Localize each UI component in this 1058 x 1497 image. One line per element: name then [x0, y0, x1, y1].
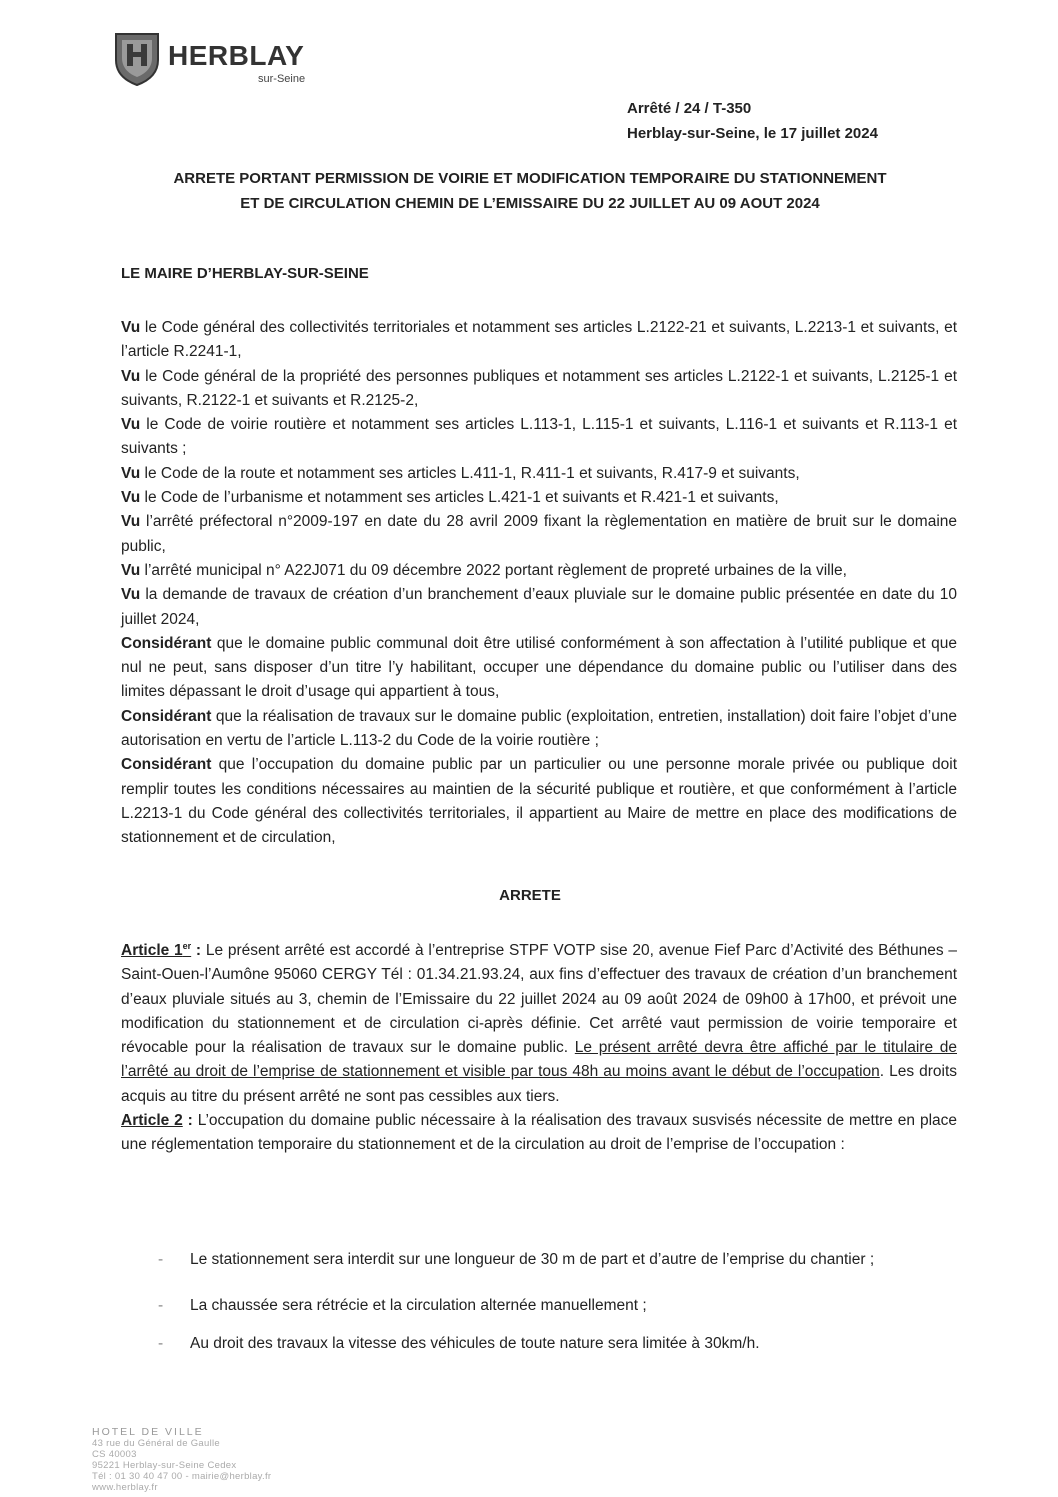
considerant-text: le Code de la route et notamment ses articles L.411-1, R.411-1 et suivants, R.417-9 et suivants, [140, 464, 800, 482]
considerant-lead: Vu [121, 416, 141, 434]
logo-wordmark: HERBLAY [168, 40, 305, 71]
considerant-paragraph [121, 705, 957, 754]
considerant-text: l’arrêté municipal n° A22J071 du 09 décembre 2022 portant règlement de propreté urbaines de la ville, [140, 561, 847, 579]
considerant-text: le Code de l’urbanisme et notamment ses articles L.421-1 et suivants et R.421-1 et suivants, [140, 489, 779, 507]
considerant-text: la demande de travaux de création d’un branchement d’eaux pluviale sur le domaine public présentée en date du 10 juillet 2024, [121, 586, 957, 628]
footer-title: HOTEL DE VILLE [92, 1426, 204, 1438]
document-meta [627, 96, 878, 146]
footer-line: 43 rue du Général de Gaulle [92, 1438, 220, 1449]
bullet-dash: - [158, 1335, 164, 1352]
considerant-lead: Vu [121, 464, 141, 482]
considerant-lead: Vu [121, 319, 141, 336]
considerant-lead: Considérant [121, 756, 212, 774]
bullet-dash: - [158, 1297, 164, 1314]
footer-line: Tél : 01 30 40 47 00 - mairie@herblay.fr [92, 1471, 272, 1482]
considerant-paragraph [121, 559, 957, 583]
considerant-lead: Vu [121, 586, 141, 604]
considerant-paragraph [121, 365, 957, 414]
footer-line: CS 40003 [92, 1449, 137, 1460]
title-line-1: ARRETE PORTANT PERMISSION DE VOIRIE ET MODIFICATION TEMPORAIRE DU STATIONNEMENT [173, 170, 887, 187]
considerant-lead: Vu [121, 513, 141, 531]
considerant-text: que la réalisation de travaux sur le domaine public (exploitation, entretien, installation) doit faire l’objet d’une autorisation en vertu de l’article L.113-2 du Code de la voirie routière ; [121, 707, 957, 750]
considerant-paragraph [121, 316, 957, 365]
article-2: Article 2 : L’occupation du domaine public nécessaire à la réalisation des travaux susvisés nécessite de mettre en place une réglementation temporaire du stationnement et de la circulation au droit de l’emprise de l’occupation : [121, 1112, 957, 1154]
bullet-dash: - [158, 1251, 164, 1268]
considerant-text: le Code général des collectivités territoriales et notamment ses articles L.2122-21 et suivants, L.2213-1 et suivants, et l’article R.2241-1, [121, 319, 957, 361]
articles-block [121, 934, 957, 1158]
document-title [100, 166, 960, 216]
title-line-2: ET DE CIRCULATION CHEMIN DE L’EMISSAIRE DU 22 JUILLET AU 09 AOUT 2024 [240, 195, 820, 212]
considerant-paragraph [121, 486, 957, 510]
city-crest-icon [112, 30, 162, 86]
considerant-lead: Considérant [121, 707, 212, 725]
considerant-lead: Vu [121, 489, 141, 507]
considerant-lead: Vu [121, 561, 141, 579]
article-1-display-notice: Le présent arrêté devra être affiché par le titulaire de l’arrêté au droit de l’emprise de stationnement et visible par tous 48h au moins avant le début de l’occupation [121, 1039, 957, 1081]
considerant-text: le Code de voirie routière et notamment ses articles L.113-1, L.115-1 et suivants, L.116-1 et suivants et R.113-1 et suivants ; [121, 416, 957, 458]
considerant-paragraph [121, 632, 957, 705]
considerant-paragraph [121, 413, 957, 462]
article-1: Article 1er : Le présent arrêté est accordé à l’entreprise STPF VOTP sise 20, avenue Fief Parc d’Activité des Béthunes – Saint-Ouen-l’Aumône 95060 CERGY Tél : 01.34.21.93.24, aux fins d’effectuer des travaux de création d’un branchement d’eaux pluviale situés au 3, chemin de l’Emissaire du 22 juillet 2024 au 09 août 2024 de 09h00 à 17h00, et prévoit une modification du stationnement et de circulation ci-après définie. Cet arrêté vaut permission de voirie temporaire et révocable pour la réalisation de travaux sur le domaine public. Le présent arrêté devra être affiché par le titulaire de l’arrêté au droit de l’emprise de stationnement et visible par tous 48h au moins avant le début de l’occupation. Les droits acquis au titre du présent arrêté ne sont pas cessibles aux tiers. [121, 941, 958, 1105]
considerant-text: que le domaine public communal doit être utilisé conformément à son affectation à l’utilité publique et que nul ne peut, sans disposer d’un titre l’y habilitant, occuper une dépendance du domaine public ou l’utiliser dans des limites dépassant le droit d’usage qui appartient à tous, [121, 634, 957, 701]
list-item: - Au droit des travaux la vitesse des véhicules de toute nature sera limitée à 30km/h. [158, 1332, 958, 1356]
arrete-heading: ARRETE [499, 887, 561, 904]
mayor-heading: LE MAIRE D’HERBLAY-SUR-SEINE [121, 265, 369, 282]
footer-line: www.herblay.fr [92, 1482, 158, 1493]
considerant-paragraph [121, 753, 957, 850]
considerant-text: que l’occupation du domaine public par un particulier ou une personne morale privée ou publique doit remplir toutes les conditions nécessaires au maintien de la sécurité publique et routière, et que conformément à l’article L.2213-1 du Code général des collectivités territoriales, il appartient au Maire de mettre en place des modifications de stationnement et de circulation, [121, 756, 957, 847]
article-1-label: Article 1er [121, 941, 192, 959]
considerant-paragraph [121, 462, 957, 486]
considerant-lead: Vu [121, 367, 141, 385]
considerant-text: l’arrêté préfectoral n°2009-197 en date du 28 avril 2009 fixant la règlementation en matière de bruit sur le domaine public, [121, 513, 957, 555]
document-date: Herblay-sur-Seine, le 17 juillet 2024 [627, 125, 878, 142]
list-item: - Le stationnement sera interdit sur une longueur de 30 m de part et d’autre de l’emprise du chantier ; [158, 1240, 958, 1280]
considerant-text: le Code général de la propriété des personnes publiques et notamment ses articles L.2122-1 et suivants, L.2125-1 et suivants, R.2122-1 et suivants et R.2125-2, [121, 367, 957, 409]
article-2-text: L’occupation du domaine public nécessaire à la réalisation des travaux susvisés nécessite de mettre en place une réglementation temporaire du stationnement et de la circulation au droit de l’emprise de l’occupation : [121, 1112, 957, 1154]
considerant-paragraph [121, 510, 957, 559]
measures-list [158, 1240, 958, 1356]
article-2-label: Article 2 [121, 1112, 183, 1130]
footer-address [92, 1427, 271, 1493]
article-1-text: Le présent arrêté est accordé à l’entreprise STPF VOTP sise 20, avenue Fief Parc d’Activité des Béthunes – Saint-Ouen-l’Aumône 95060 CERGY Tél : 01.34.21.93.24, aux fins d’effectuer des travaux de création d’un branchement d’eaux pluviale situés au 3, chemin de l’Emissaire du 22 juillet 2024 au 09 août 2024 de 09h00 à 17h00, et prévoit une modification du stationnement et de circulation ci-après définie. Cet arrêté vaut permission de voirie temporaire et révocable pour la réalisation de travaux sur le domaine public. [121, 942, 958, 1057]
article-1-text-end: . Les droits acquis au titre du présent arrêté ne sont pas cessibles aux tiers. [121, 1063, 957, 1105]
footer-line: 95221 Herblay-sur-Seine Cedex [92, 1460, 237, 1471]
logo-subtitle: sur-Seine [258, 73, 306, 85]
considerant-paragraph [121, 583, 957, 632]
considerant-lead: Considérant [121, 634, 212, 652]
considerants-block [121, 316, 957, 851]
list-item: - La chaussée sera rétrécie et la circulation alternée manuellement ; [158, 1294, 958, 1318]
reference-number: Arrêté / 24 / T-350 [627, 100, 752, 117]
